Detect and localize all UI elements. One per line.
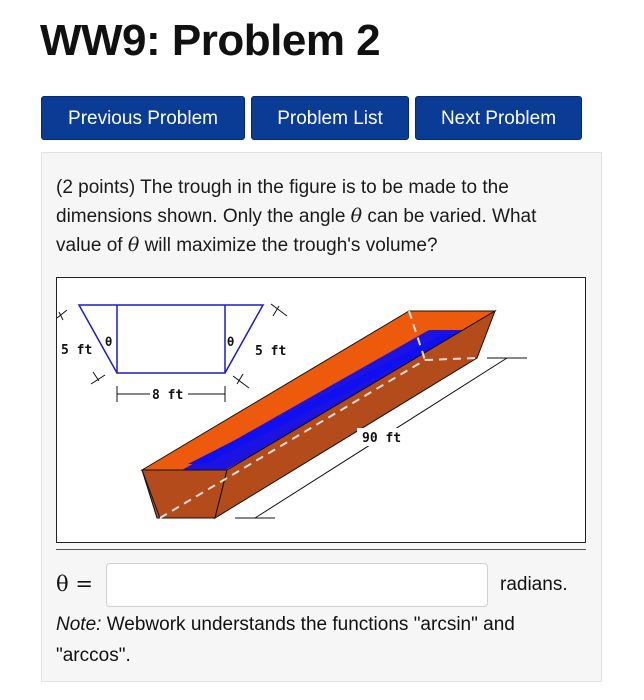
problem-text-2: can be varied. What value of xyxy=(56,206,537,256)
answer-divider xyxy=(56,549,586,550)
trough-figure xyxy=(56,277,586,543)
answer-input[interactable] xyxy=(106,563,488,607)
problem-list-button[interactable]: Problem List xyxy=(251,96,409,140)
label-bottom-width: 8 ft xyxy=(152,388,184,403)
dim-tick-left-bottom xyxy=(91,375,105,384)
problem-text-3: will maximize the trough's volume? xyxy=(144,235,438,256)
answer-units: radians. xyxy=(500,574,568,595)
previous-problem-button[interactable]: Previous Problem xyxy=(41,96,245,140)
page-title: WW9: Problem 2 xyxy=(40,16,381,65)
label-left-side: 5 ft xyxy=(61,343,93,358)
problem-panel xyxy=(41,152,602,682)
note-text: Webwork understands the functions "arcsin" and "arccos". xyxy=(56,614,515,666)
note xyxy=(56,609,586,671)
theta-symbol: θ xyxy=(350,205,363,227)
next-problem-button[interactable]: Next Problem xyxy=(415,96,582,140)
dim-tick-right-top xyxy=(271,304,287,316)
label-theta-right: θ xyxy=(227,335,235,349)
problem-text-1: The trough in the figure is to be made to the dimensions shown. Only the angle xyxy=(56,177,509,227)
problem-statement xyxy=(56,173,586,260)
trough-diagram xyxy=(57,278,587,544)
dim-tick-left-top xyxy=(57,310,67,318)
label-length: 90 ft xyxy=(362,431,402,446)
label-right-side: 5 ft xyxy=(255,344,287,359)
label-theta-left: θ xyxy=(105,335,113,349)
answer-row xyxy=(56,563,586,609)
note-prefix: Note: xyxy=(56,614,102,635)
problem-points: (2 points) xyxy=(56,177,136,198)
answer-label: θ = xyxy=(56,572,93,596)
theta-symbol: θ xyxy=(127,234,140,256)
